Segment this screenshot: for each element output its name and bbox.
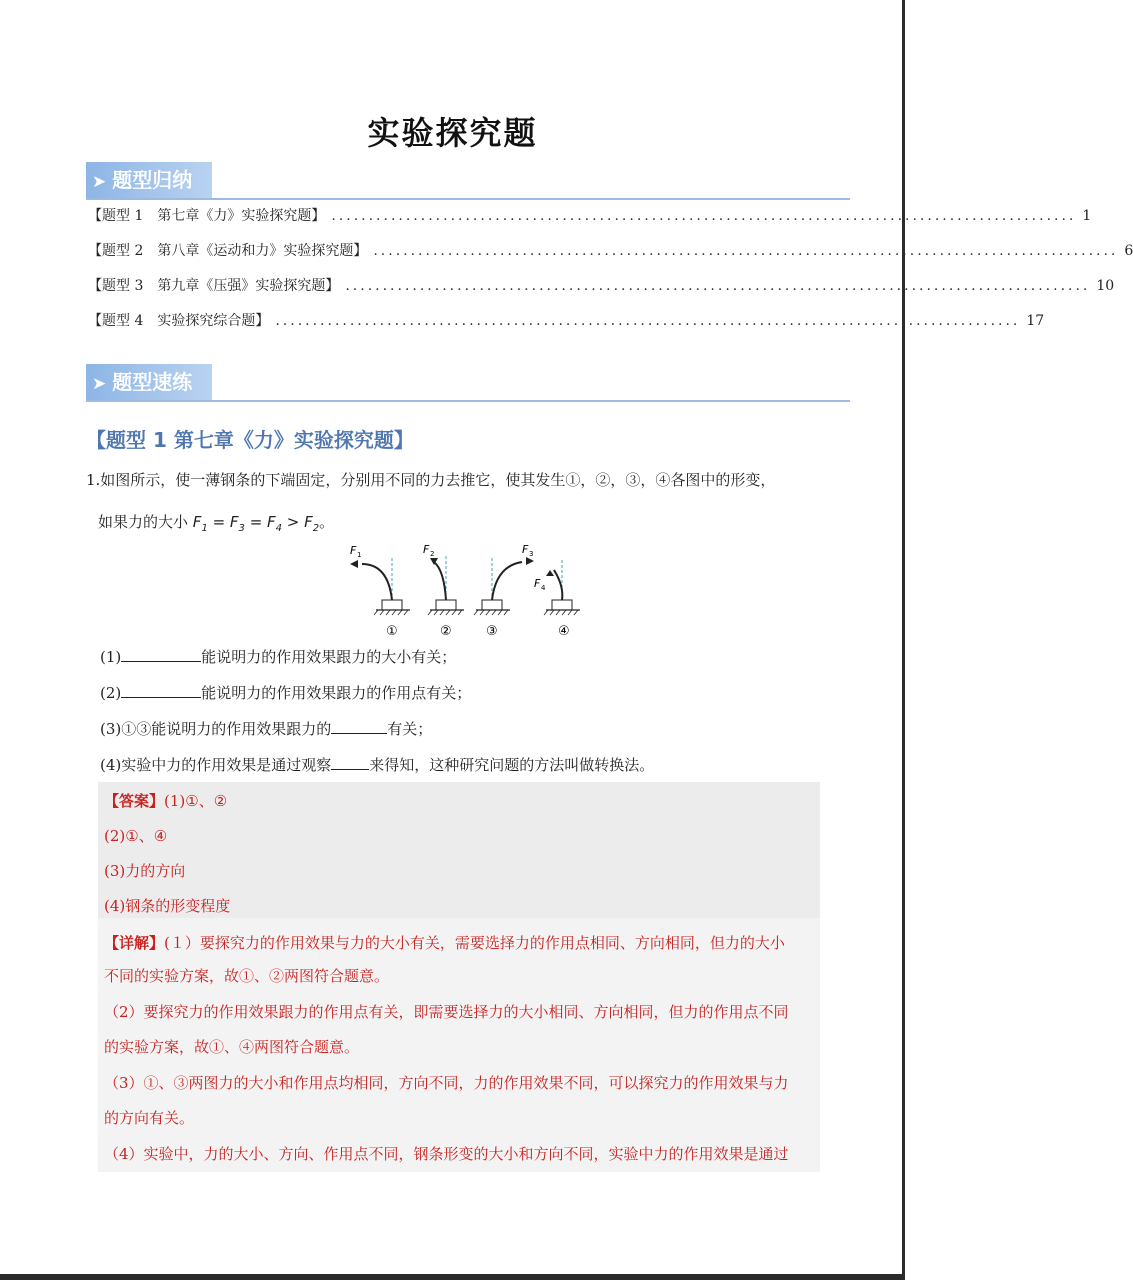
- ground-hatch: [544, 610, 578, 615]
- practice-section-label: 题型速练: [112, 370, 193, 394]
- toc-item-3[interactable]: [88, 276, 1115, 296]
- sub-question-1: [100, 646, 456, 668]
- force-label: F: [522, 543, 529, 556]
- toc-item-2[interactable]: [88, 241, 1133, 261]
- detail-line-5: （3）①、③两图力的大小和作用点均相同，方向不同，力的作用效果不同，可以探究力的作用效果与力: [104, 1074, 789, 1092]
- sub-question-prefix: (2): [100, 684, 122, 702]
- sub-question-text: 能说明力的作用效果跟力的大小有关；: [201, 648, 457, 666]
- toc-item-1[interactable]: [88, 206, 1092, 226]
- answer-tag: 【答案】: [104, 792, 165, 810]
- practice-section-band: [86, 364, 850, 402]
- bent-strip: [362, 564, 392, 600]
- clamp-base: [482, 600, 502, 610]
- toc-leader-dots: ....................................................................................................: [373, 243, 1119, 259]
- toc-leader-dots: ....................................................................................................: [331, 208, 1077, 224]
- figure-panel-1: [350, 544, 410, 639]
- panel-label: ①: [386, 624, 398, 639]
- detail-text: (１）要探究力的作用效果与力的大小有关，需要选择力的作用点相同、方向相同，但力的大小: [164, 934, 785, 952]
- practice-section-tag: [86, 364, 212, 400]
- ground-hatch: [428, 610, 462, 615]
- sub-question-prefix: (1): [100, 648, 122, 666]
- force-relation: $F_1 = F_3 = F_4 > F_2$: [192, 513, 320, 534]
- chevron-right-icon: ➤: [92, 172, 107, 192]
- toc-item-page: 6: [1124, 243, 1133, 259]
- bent-strip: [554, 570, 562, 600]
- summary-section-tag: [86, 162, 212, 198]
- stem-prefix: 如果力的大小: [98, 513, 189, 531]
- stem-suffix: 。: [319, 513, 335, 531]
- answer-line-3: (3)力的方向: [104, 862, 186, 880]
- clamp-base: [552, 600, 572, 610]
- sub-question-text: 来得知，这种研究问题的方法叫做转换法。: [369, 756, 655, 774]
- toc-item-4[interactable]: [88, 311, 1045, 331]
- toc-leader-dots: ....................................................................................................: [275, 313, 1021, 329]
- answer-line-4: (4)钢条的形变程度: [104, 897, 231, 915]
- figure-panel-4: [534, 560, 580, 639]
- force-label: F: [534, 577, 541, 590]
- sub-question-prefix: (3)①③能说明力的作用效果跟力的: [100, 720, 332, 738]
- panel-label: ④: [558, 624, 570, 639]
- toc-item-label: 【题型 2 第八章《运动和力》实验探究题】: [88, 243, 368, 259]
- force-arrow-icon: [350, 560, 358, 568]
- figure-panel-3: [474, 543, 534, 639]
- force-label-sub: 4: [541, 584, 546, 592]
- ground-hatch: [474, 610, 508, 615]
- toc-item-page: 17: [1026, 313, 1045, 329]
- topic-heading: 【题型 1 第七章《力》实验探究题】: [86, 428, 414, 452]
- toc-item-label: 【题型 4 实验探究综合题】: [88, 313, 270, 329]
- force-label-sub: 1: [357, 551, 362, 559]
- detail-line-6: 的方向有关。: [104, 1109, 195, 1127]
- detail-line-2: 不同的实验方案，故①、②两图符合题意。: [104, 967, 390, 985]
- clamp-base: [436, 600, 456, 610]
- figure-panel-2: [423, 543, 464, 639]
- detail-line-4: 的实验方案，故①、④两图符合题意。: [104, 1038, 360, 1056]
- force-label-sub: 3: [529, 550, 534, 558]
- sub-question-2: [100, 682, 471, 704]
- detail-line-1: [104, 932, 785, 954]
- page-title: 实验探究题: [367, 114, 538, 152]
- toc-item-label: 【题型 1 第七章《力》实验探究题】: [88, 208, 326, 224]
- answer-blank[interactable]: [121, 683, 201, 698]
- sub-question-text: 能说明力的作用效果跟力的作用点有关；: [201, 684, 472, 702]
- answer-blank[interactable]: [121, 647, 201, 662]
- question-stem-line-2: [98, 511, 334, 540]
- answer-blank[interactable]: [331, 719, 387, 734]
- force-arrow-icon: [546, 570, 554, 576]
- force-arrow-icon: [526, 557, 534, 565]
- answer-blank[interactable]: [331, 755, 369, 770]
- sub-question-4: [100, 754, 654, 776]
- toc-item-page: 10: [1096, 278, 1115, 294]
- sub-question-text: 有关；: [387, 720, 433, 738]
- detail-tag: 【详解】: [104, 934, 165, 952]
- ground-hatch: [374, 610, 408, 615]
- answer-line-1: [104, 790, 227, 812]
- toc-item-page: 1: [1082, 208, 1092, 224]
- panel-label: ②: [440, 624, 452, 639]
- answer-text: (1)①、②: [164, 792, 228, 810]
- summary-section-band: [86, 162, 850, 200]
- force-label-sub: 2: [430, 550, 435, 558]
- force-label: F: [350, 544, 357, 557]
- sub-question-3: [100, 718, 432, 740]
- bent-strip: [492, 562, 522, 600]
- steel-strip-figure: [340, 540, 600, 642]
- bent-strip: [434, 562, 446, 600]
- toc-leader-dots: ....................................................................................................: [345, 278, 1091, 294]
- question-stem-line-1: 1.如图所示，使一薄钢条的下端固定，分别用不同的力去推它，使其发生①，②，③，④各图中的形变，: [86, 471, 776, 489]
- detail-line-3: （2）要探究力的作用效果跟力的作用点有关，即需要选择力的大小相同、方向相同，但力的作用点不同: [104, 1003, 789, 1021]
- summary-section-label: 题型归纳: [112, 168, 193, 192]
- answer-line-2: (2)①、④: [104, 827, 168, 845]
- force-label: F: [423, 543, 430, 556]
- panel-label: ③: [486, 624, 498, 639]
- chevron-right-icon: ➤: [92, 374, 107, 394]
- toc-item-label: 【题型 3 第九章《压强》实验探究题】: [88, 278, 340, 294]
- detail-line-7: （4）实验中，力的大小、方向、作用点不同，钢条形变的大小和方向不同，实验中力的作用效果是通过: [104, 1145, 789, 1163]
- clamp-base: [382, 600, 402, 610]
- sub-question-prefix: (4)实验中力的作用效果是通过观察: [100, 756, 332, 774]
